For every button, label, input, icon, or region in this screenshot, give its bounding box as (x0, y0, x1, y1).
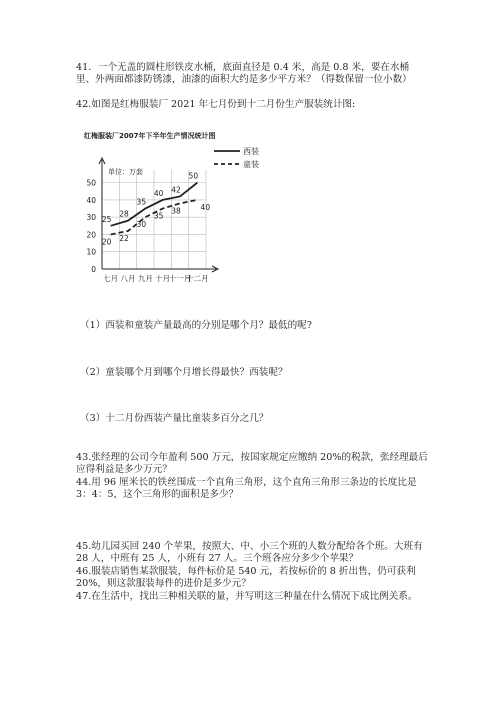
question-43: 43.张经理的公司今年盈利 500 万元，按国家规定应缴纳 20%的税款，张经理最后应得利益是多少万元？ (76, 452, 428, 476)
data-label-s1-2: 30 (136, 220, 147, 230)
question-42-part-2: （2）童装哪个月到哪个月增长得最快？西装呢？ (80, 366, 288, 378)
y-tick-label-5: 50 (86, 178, 96, 188)
question-42-part-1: （1）西装和童装产量最高的分别是哪个月？最低的呢? (80, 319, 312, 331)
data-label-s0-3: 40 (153, 188, 164, 198)
chart-unit-label: 单位：万套 (108, 168, 143, 176)
x-tick-label-5: 十二月 (186, 274, 209, 283)
question-42: 42.如图是红梅服装厂 2021 年七月份到十二月份生产服装统计图: (76, 99, 356, 110)
x-tick-label-4: 十一月 (168, 274, 192, 283)
x-tick-label-2: 九月 (137, 274, 153, 283)
data-label-s0-1: 28 (119, 209, 129, 219)
data-label-s1-5: 40 (200, 202, 211, 212)
chart-legend (214, 146, 259, 169)
y-tick-label-2: 20 (86, 230, 96, 240)
data-label-s0-0: 25 (101, 214, 112, 224)
chart-title: 红梅服装厂2007年下半年生产情况统计图 (84, 132, 216, 140)
question-42-part-3: （3）十二月份西装产量比童装多百分之几？ (80, 412, 269, 424)
data-label-s0-2: 35 (136, 197, 147, 207)
data-label-s1-4: 38 (171, 206, 181, 216)
data-label-s1-3: 35 (153, 211, 164, 221)
y-tick-label-1: 10 (86, 247, 96, 257)
question-47: 47.在生活中，找出三种相关联的量，并写明这三种量在什么情况下成比例关系。 (76, 591, 418, 602)
legend-label-children-clothes: 童装 (243, 160, 259, 169)
data-label-s1-1: 22 (119, 234, 129, 243)
y-tick-label-0: 0 (91, 265, 96, 274)
question-41: 41．一个无盖的圆柱形铁皮水桶，底面直径是 0.4 米，高是 0.8 米，要在水桶里、外两面都漆防锈漆，油漆的面积大约是多少平方米？（得数保留一位小数） (76, 62, 412, 86)
data-label-s0-4: 42 (171, 185, 181, 195)
question-45: 45.幼儿园买回 240 个苹果，按照大、中、小三个班的人数分配给各个班。大班有 28 人，中班有 25 人，小班有 27 人。三个班各应分多少个苹果？ (76, 541, 423, 565)
question-44: 44.用 96 厘米长的铁丝围成一个直角三角形，这个直角三角形三条边的长度比是 3：4：5，这个三角形的面积是多少？ (76, 477, 417, 501)
y-tick-label-3: 30 (86, 213, 96, 223)
production-line-chart (74, 124, 288, 294)
data-label-s1-0: 20 (101, 237, 112, 247)
chart-svg (74, 124, 288, 294)
y-tick-label-4: 40 (86, 195, 96, 205)
data-label-s0-5: 50 (188, 171, 199, 181)
chart-tick-labels (86, 179, 208, 283)
x-tick-label-1: 八月 (120, 274, 136, 283)
question-46: 46.服装店销售某款服装，每件标价是 540 元，若按标价的 8 折出售，仍可获利 20%，则这款服装每件的进价是多少元？ (76, 566, 416, 590)
legend-label-western-suits: 西装 (243, 147, 259, 156)
x-tick-label-3: 十月 (155, 274, 171, 283)
x-tick-label-0: 七月 (103, 274, 119, 283)
